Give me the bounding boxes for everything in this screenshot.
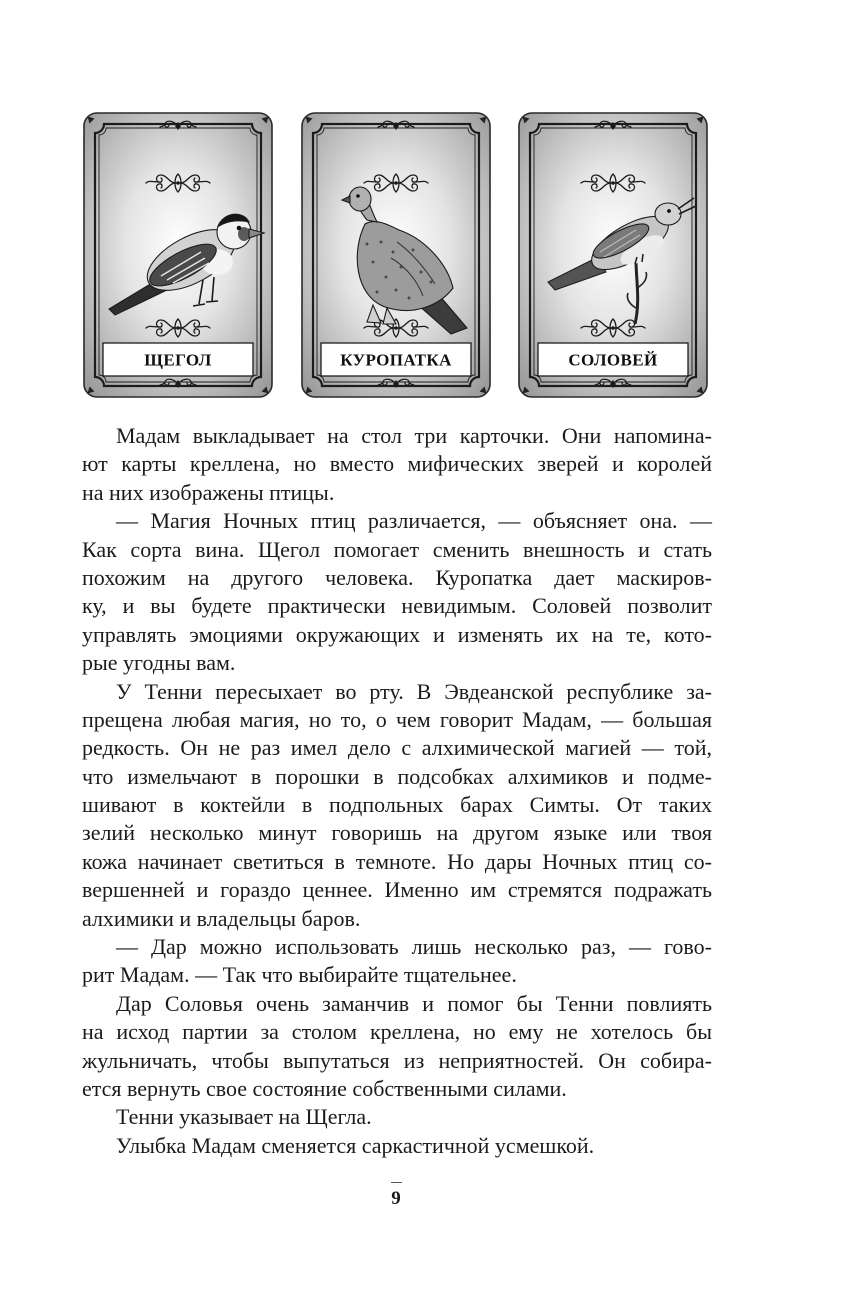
text-line: жульничать, чтобы выпутаться из неприятностей. Он собира- (82, 1047, 712, 1073)
text-line: что измельчают в порошки в подсобках алхимиков и подме- (82, 763, 712, 789)
text-line: вершенней и гораздо ценнее. Именно им стремятся подражать (82, 877, 712, 903)
paragraph (82, 1132, 712, 1160)
text-line: Улыбка Мадам сменяется саркастичной усмешкой. (116, 1132, 595, 1158)
card-grouse (301, 112, 491, 398)
paragraph (82, 507, 712, 677)
paragraph (82, 1103, 712, 1131)
page-number-rule (391, 1182, 402, 1183)
text-line: кожа начинает светиться в темноте. Но дары Ночных птиц со- (82, 848, 712, 874)
card-goldfinch (83, 112, 273, 398)
card-nightingale (518, 112, 708, 398)
card-label: СОЛОВЕЙ (568, 350, 658, 370)
text-line: зелий несколько минут говоришь на другом языке или твоя (82, 820, 712, 846)
text-line: Дар Соловья очень заманчив и помог бы Тенни повлиять (116, 990, 712, 1016)
text-line: — Магия Ночных птиц различается, — объясняет она. — (116, 508, 712, 534)
text-line: редкость. Он не раз имел дело с алхимической магией — той, (82, 735, 712, 761)
paragraph (82, 422, 712, 507)
text-line: на исход партии за столом креллена, но ему не хотелось бы (82, 1019, 712, 1045)
text-line: рит Мадам. — Так что выбирайте тщательнее. (82, 962, 517, 988)
card-label: ЩЕГОЛ (144, 350, 212, 370)
text-line: У Тенни пересыхает во рту. В Эвдеанской республике за- (116, 678, 712, 704)
paragraph (82, 990, 712, 1104)
text-line: рые угодны вам. (82, 650, 236, 676)
body-text (82, 422, 712, 1160)
text-line: похожим на другого человека. Куропатка дает маскиров- (82, 564, 712, 590)
text-line: алхимики и владельцы баров. (82, 905, 361, 931)
text-line: шивают в коктейли в подпольных барах Симты. От таких (82, 792, 712, 818)
text-line: ку, и вы будете практически невидимым. Соловей позволит (82, 593, 712, 619)
text-line: Тенни указывает на Щегла. (116, 1104, 372, 1130)
text-line: Как сорта вина. Щегол помогает сменить внешность и стать (82, 536, 712, 562)
text-line: управлять эмоциями окружающих и изменять их на те, кото- (82, 621, 712, 647)
text-line: — Дар можно использовать лишь несколько раз, — гово- (116, 934, 712, 960)
text-line: прещена любая магия, но то, о чем говорит Мадам, — большая (82, 706, 712, 732)
text-line: на них изображены птицы. (82, 479, 335, 505)
text-line: ется вернуть свое состояние собственными силами. (82, 1075, 567, 1101)
text-line: ют карты креллена, но вместо мифических зверей и королей (82, 451, 712, 477)
card-label: КУРОПАТКА (340, 350, 452, 370)
paragraph (82, 678, 712, 934)
text-line: Мадам выкладывает на стол три карточки. Они напомина- (116, 423, 712, 448)
paragraph (82, 933, 712, 990)
page-number: 9 (391, 1188, 401, 1209)
